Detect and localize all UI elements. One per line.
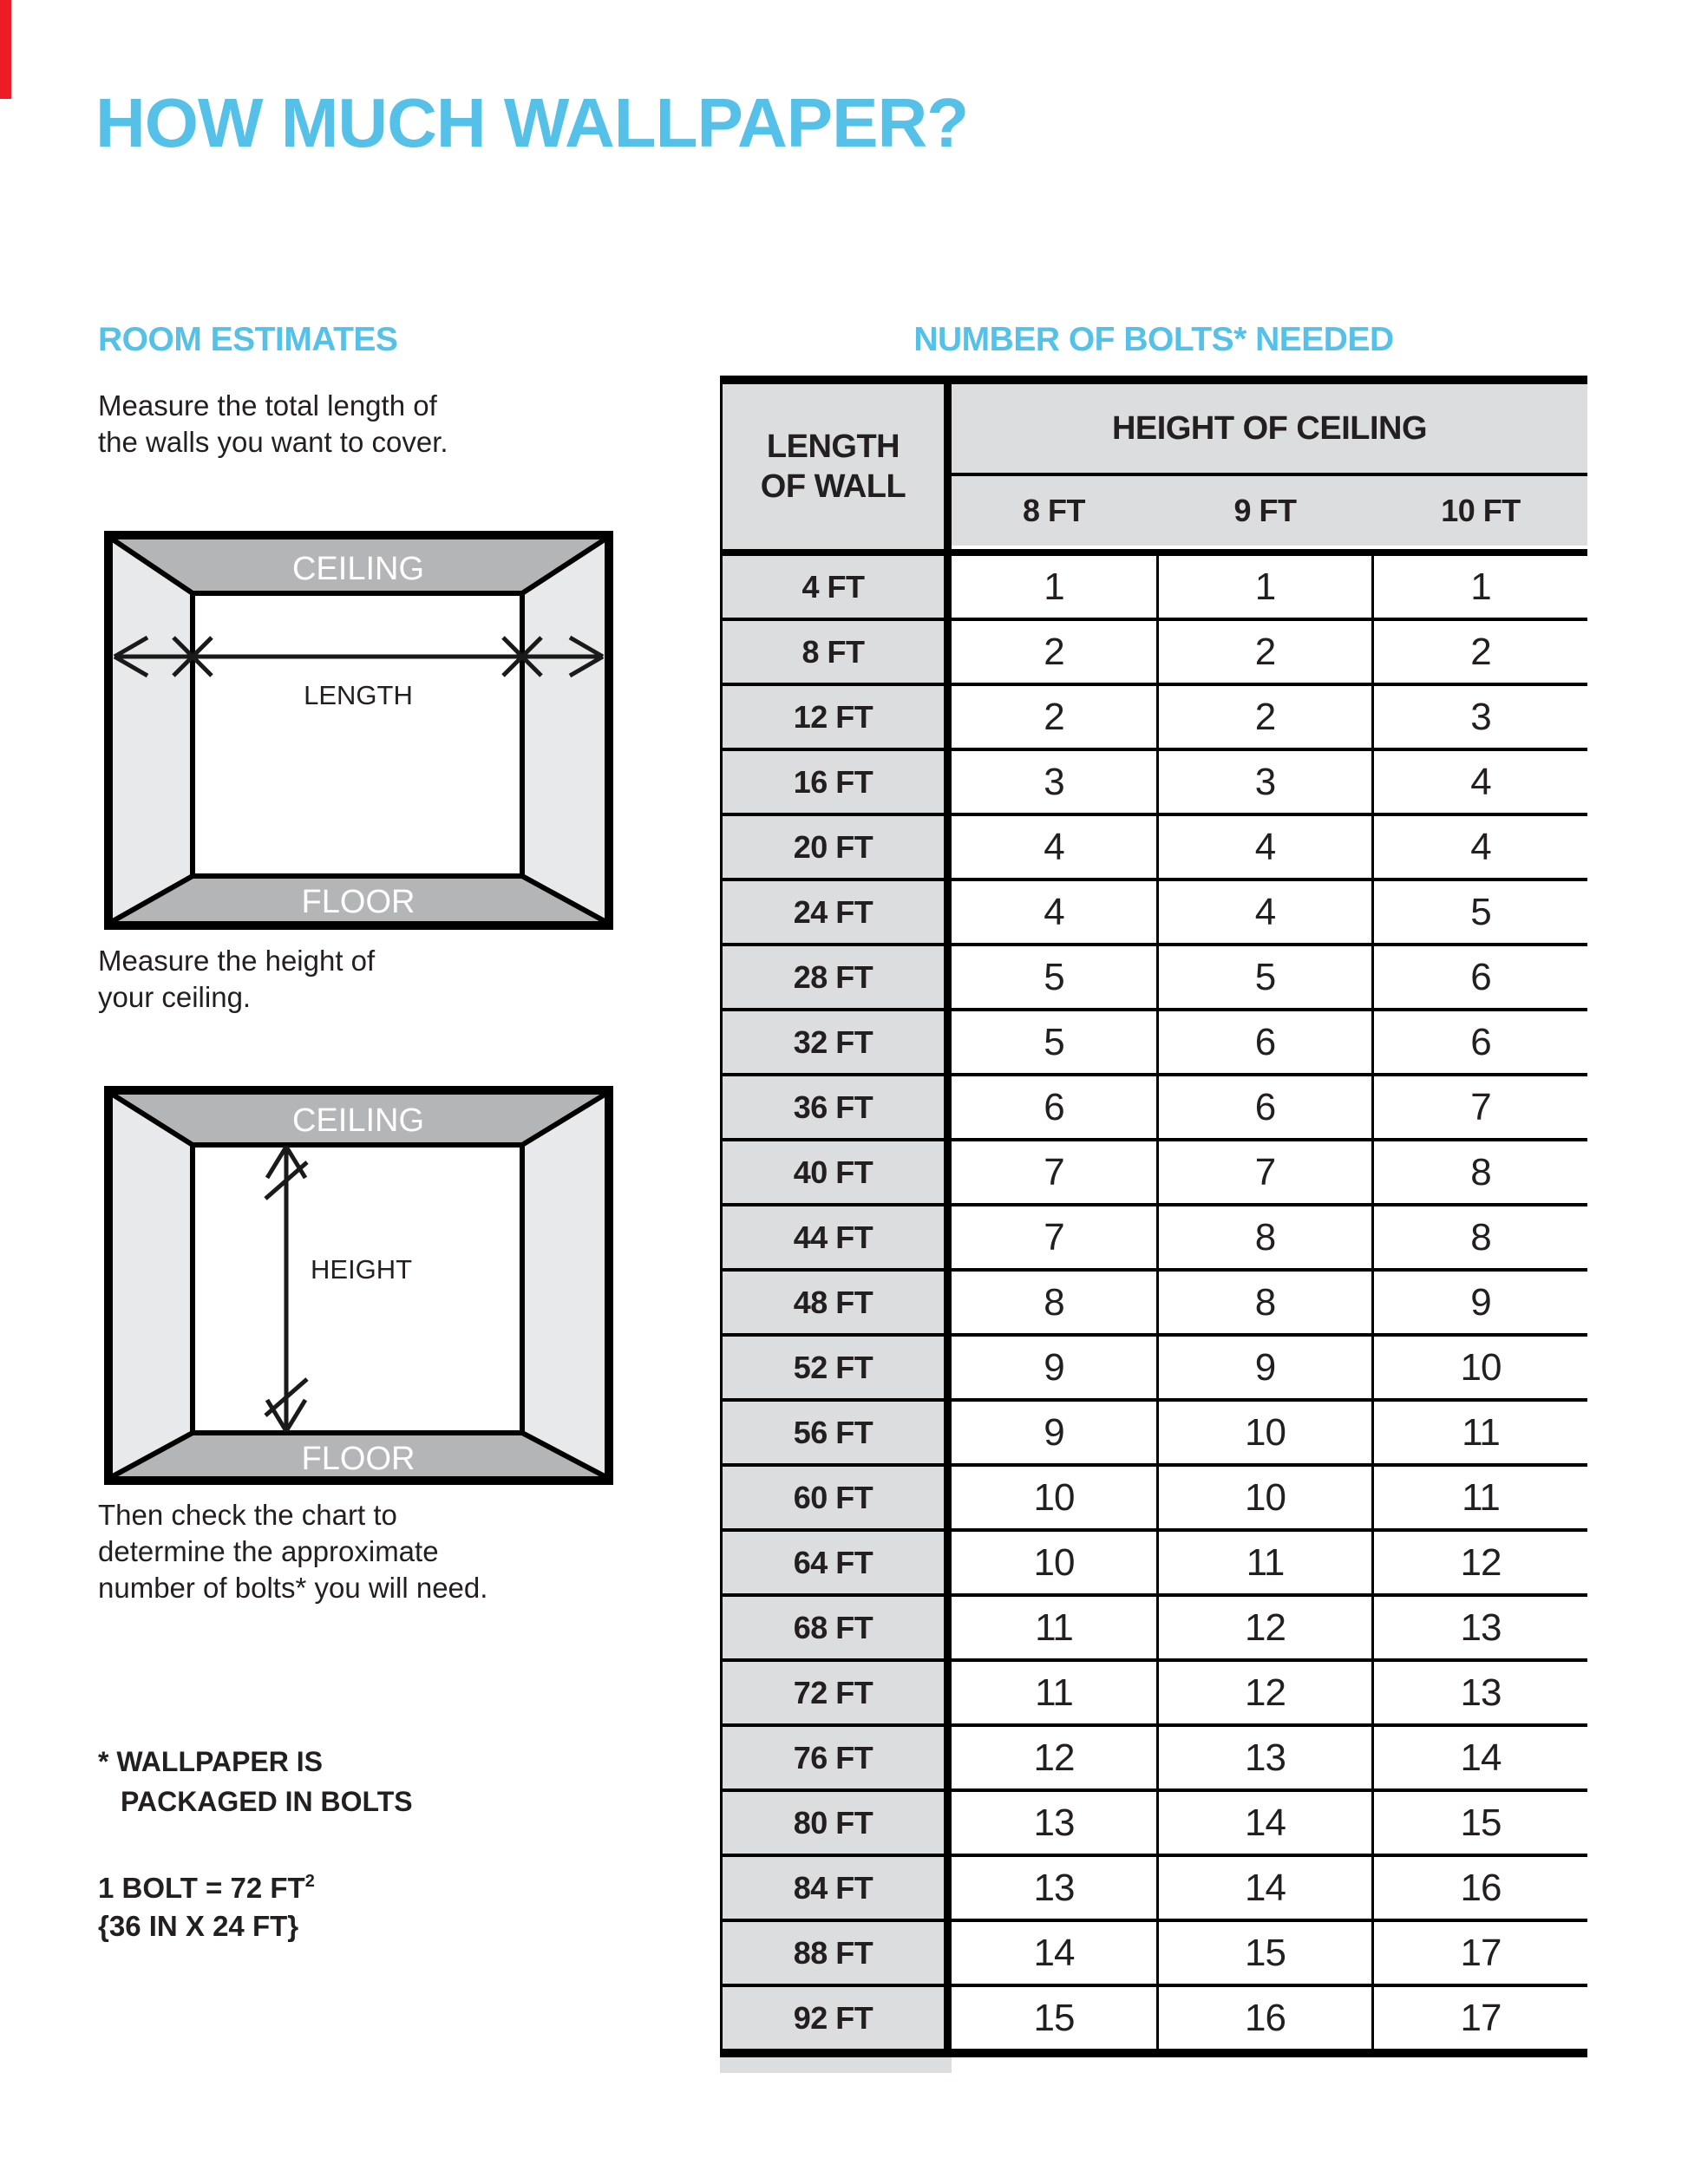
row-label-cell: 68 FT: [720, 1597, 944, 1658]
bolt-equation-text: 1 BOLT = 72 FT: [98, 1872, 305, 1904]
cell-9ft: 6: [1159, 1011, 1371, 1073]
cell-10ft: 11: [1374, 1467, 1587, 1528]
thick-column-divider: [944, 1141, 952, 1203]
cell-8ft: 2: [952, 621, 1156, 683]
paragraph-line: Measure the height of: [98, 945, 376, 977]
cell-10ft: 2: [1374, 621, 1587, 683]
thick-column-divider: [944, 686, 952, 748]
cell-9ft: 6: [1159, 1076, 1371, 1138]
table-row: [720, 1922, 1587, 1984]
cell-8ft: 12: [952, 1727, 1156, 1788]
cell-8ft: 1: [952, 556, 1156, 618]
thick-column-divider: [944, 946, 952, 1008]
right-wall: [522, 1095, 605, 1476]
cell-8ft: 7: [952, 1141, 1156, 1203]
back-wall: [193, 593, 522, 876]
row-label-cell: 56 FT: [720, 1402, 944, 1463]
table-row: [720, 556, 1587, 618]
room-estimates-heading: ROOM ESTIMATES: [98, 321, 398, 358]
thick-column-divider: [944, 1011, 952, 1073]
row-label-cell: 52 FT: [720, 1337, 944, 1398]
wallpaper-bolts-footnote: [98, 1742, 413, 1821]
cell-8ft: 11: [952, 1662, 1156, 1723]
cell-9ft: 5: [1159, 946, 1371, 1008]
bolt-equation: [98, 1872, 315, 1905]
check-chart-paragraph: [98, 1497, 487, 1606]
table-row: [720, 1141, 1587, 1203]
cell-8ft: 9: [952, 1337, 1156, 1398]
cell-9ft: 10: [1159, 1402, 1371, 1463]
cell-10ft: 6: [1374, 1011, 1587, 1073]
row-label-cell: 76 FT: [720, 1727, 944, 1788]
table-row: [720, 881, 1587, 943]
paragraph-line: determine the approximate: [98, 1535, 439, 1567]
cell-8ft: 5: [952, 1011, 1156, 1073]
height-room-diagram: [104, 1086, 613, 1485]
paragraph-line: Then check the chart to: [98, 1499, 397, 1531]
measure-length-paragraph: [98, 388, 448, 461]
row-label-cell: 60 FT: [720, 1467, 944, 1528]
cell-10ft: 16: [1374, 1857, 1587, 1919]
cell-8ft: 4: [952, 881, 1156, 943]
paragraph-line: number of bolts* you will need.: [98, 1572, 488, 1604]
cell-10ft: 3: [1374, 686, 1587, 748]
cell-10ft: 8: [1374, 1141, 1587, 1203]
row-label-cell: 20 FT: [720, 816, 944, 878]
cell-9ft: 8: [1159, 1272, 1371, 1333]
ceiling-subheaders: [952, 476, 1587, 546]
height-measure-label: HEIGHT: [311, 1254, 413, 1285]
row-label-cell: 8 FT: [720, 621, 944, 683]
thick-column-divider: [944, 621, 952, 683]
left-wall: [113, 1095, 193, 1476]
floor-label: FLOOR: [301, 884, 415, 920]
cell-8ft: 10: [952, 1467, 1156, 1528]
table-row: [720, 1792, 1587, 1854]
table-row: [720, 1532, 1587, 1593]
table-row: [720, 1337, 1587, 1398]
table-row: [720, 1467, 1587, 1528]
cell-9ft: 9: [1159, 1337, 1371, 1398]
bolt-equation-superscript: 2: [304, 1872, 315, 1891]
row-label-cell: 64 FT: [720, 1532, 944, 1593]
thick-column-divider: [944, 1206, 952, 1268]
thick-column-divider: [944, 1662, 952, 1723]
cell-8ft: 4: [952, 816, 1156, 878]
table-bottom-rule: [720, 2049, 1587, 2057]
table-row: [720, 1727, 1587, 1788]
footnote-line: PACKAGED IN BOLTS: [121, 1786, 413, 1817]
table-row: [720, 686, 1587, 748]
table-row: [720, 1987, 1587, 2049]
cell-9ft: 12: [1159, 1662, 1371, 1723]
row-label-cell: 4 FT: [720, 556, 944, 618]
subheader-9ft: 9 FT: [1233, 493, 1297, 528]
thick-column-divider: [944, 816, 952, 878]
table-top-rule: [720, 376, 1587, 384]
row-label-cell: 92 FT: [720, 1987, 944, 2049]
subheader-10ft: 10 FT: [1441, 493, 1521, 528]
table-row: [720, 946, 1587, 1008]
cell-8ft: 10: [952, 1532, 1156, 1593]
left-wall: [113, 539, 193, 921]
table-row: [720, 1272, 1587, 1333]
table-row: [720, 1857, 1587, 1919]
thick-column-divider: [944, 1922, 952, 1984]
length-measure-label: LENGTH: [304, 680, 413, 710]
row-label-cell: 28 FT: [720, 946, 944, 1008]
thick-column-divider: [944, 1597, 952, 1658]
cell-10ft: 13: [1374, 1662, 1587, 1723]
row-label-cell: 24 FT: [720, 881, 944, 943]
thick-column-divider: [944, 1467, 952, 1528]
subheader-8ft: 8 FT: [1022, 493, 1085, 528]
paragraph-line: the walls you want to cover.: [98, 426, 448, 458]
page-title: HOW MUCH WALLPAPER?: [95, 84, 969, 161]
bolts-needed-heading: NUMBER OF BOLTS* NEEDED: [913, 321, 1394, 358]
row-label-cell: 48 FT: [720, 1272, 944, 1333]
thick-column-divider: [944, 1532, 952, 1593]
red-accent-bar: [0, 0, 11, 99]
thick-column-divider: [944, 1792, 952, 1854]
thick-column-divider: [944, 1857, 952, 1919]
ceiling-header-group: [952, 384, 1587, 549]
cell-10ft: 12: [1374, 1532, 1587, 1593]
cell-10ft: 4: [1374, 816, 1587, 878]
cell-10ft: 14: [1374, 1727, 1587, 1788]
thick-column-divider: [944, 1727, 952, 1788]
cell-9ft: 2: [1159, 686, 1371, 748]
header-line: LENGTH: [766, 428, 900, 465]
cell-8ft: 15: [952, 1987, 1156, 2049]
row-label-cell: 12 FT: [720, 686, 944, 748]
cell-8ft: 7: [952, 1206, 1156, 1268]
cell-8ft: 13: [952, 1857, 1156, 1919]
cell-10ft: 17: [1374, 1987, 1587, 2049]
paragraph-line: Measure the total length of: [98, 389, 437, 422]
thick-column-divider: [944, 556, 952, 618]
row-label-cell: 44 FT: [720, 1206, 944, 1268]
ceiling-label: CEILING: [291, 1102, 425, 1139]
cell-10ft: 13: [1374, 1597, 1587, 1658]
cell-10ft: 10: [1374, 1337, 1587, 1398]
cell-10ft: 8: [1374, 1206, 1587, 1268]
length-room-diagram: [104, 531, 613, 930]
cell-10ft: 11: [1374, 1402, 1587, 1463]
row-label-cell: 84 FT: [720, 1857, 944, 1919]
cell-9ft: 1: [1159, 556, 1371, 618]
cell-9ft: 15: [1159, 1922, 1371, 1984]
cell-10ft: 9: [1374, 1272, 1587, 1333]
table-rows: [720, 556, 1587, 2049]
header-bottom-rule: [720, 549, 1587, 556]
ceiling-label: CEILING: [291, 551, 425, 587]
cell-9ft: 13: [1159, 1727, 1371, 1788]
table-header: [720, 384, 1587, 549]
thick-column-divider: [944, 881, 952, 943]
table-row: [720, 1076, 1587, 1138]
cell-9ft: 4: [1159, 881, 1371, 943]
cell-8ft: 14: [952, 1922, 1156, 1984]
thick-column-divider: [944, 384, 952, 549]
cell-9ft: 11: [1159, 1532, 1371, 1593]
cell-9ft: 14: [1159, 1857, 1371, 1919]
row-label-cell: 32 FT: [720, 1011, 944, 1073]
cell-9ft: 4: [1159, 816, 1371, 878]
cell-9ft: 7: [1159, 1141, 1371, 1203]
table-row: [720, 1597, 1587, 1658]
length-of-wall-header: [720, 384, 944, 549]
thick-column-divider: [944, 1337, 952, 1398]
paragraph-line: your ceiling.: [98, 981, 252, 1013]
row-label-cell: 88 FT: [720, 1922, 944, 1984]
cell-9ft: 3: [1159, 751, 1371, 813]
thick-column-divider: [944, 1272, 952, 1333]
back-wall: [193, 1145, 522, 1433]
cell-8ft: 11: [952, 1597, 1156, 1658]
floor-label: FLOOR: [301, 1441, 415, 1477]
row-label-cell: 40 FT: [720, 1141, 944, 1203]
cell-9ft: 16: [1159, 1987, 1371, 2049]
cell-10ft: 6: [1374, 946, 1587, 1008]
label-column-stub: [720, 2057, 952, 2073]
cell-9ft: 12: [1159, 1597, 1371, 1658]
table-row: [720, 1662, 1587, 1723]
header-line: OF WALL: [760, 468, 906, 505]
cell-8ft: 13: [952, 1792, 1156, 1854]
cell-9ft: 14: [1159, 1792, 1371, 1854]
cell-9ft: 10: [1159, 1467, 1371, 1528]
row-label-cell: 80 FT: [720, 1792, 944, 1854]
footnote-line: * WALLPAPER IS: [98, 1746, 323, 1777]
table-row: [720, 1402, 1587, 1463]
table-row: [720, 1011, 1587, 1073]
row-label-cell: 36 FT: [720, 1076, 944, 1138]
row-label-cell: 16 FT: [720, 751, 944, 813]
thick-column-divider: [944, 751, 952, 813]
row-label-cell: 72 FT: [720, 1662, 944, 1723]
cell-9ft: 8: [1159, 1206, 1371, 1268]
cell-8ft: 9: [952, 1402, 1156, 1463]
thick-column-divider: [944, 1402, 952, 1463]
cell-8ft: 8: [952, 1272, 1156, 1333]
table-row: [720, 1206, 1587, 1268]
thick-column-divider: [944, 1076, 952, 1138]
cell-8ft: 2: [952, 686, 1156, 748]
cell-8ft: 5: [952, 946, 1156, 1008]
cell-10ft: 5: [1374, 881, 1587, 943]
table-row: [720, 621, 1587, 683]
table-row: [720, 751, 1587, 813]
cell-9ft: 2: [1159, 621, 1371, 683]
cell-8ft: 6: [952, 1076, 1156, 1138]
cell-10ft: 15: [1374, 1792, 1587, 1854]
bolts-table: [720, 376, 1587, 2073]
bolt-dimensions: {36 IN X 24 FT}: [98, 1910, 299, 1942]
height-of-ceiling-header: HEIGHT OF CEILING: [952, 384, 1587, 476]
thick-column-divider: [944, 1987, 952, 2049]
cell-10ft: 1: [1374, 556, 1587, 618]
measure-height-paragraph: [98, 943, 375, 1016]
table-row: [720, 816, 1587, 878]
right-wall: [522, 539, 605, 921]
cell-8ft: 3: [952, 751, 1156, 813]
cell-10ft: 17: [1374, 1922, 1587, 1984]
cell-10ft: 7: [1374, 1076, 1587, 1138]
cell-10ft: 4: [1374, 751, 1587, 813]
